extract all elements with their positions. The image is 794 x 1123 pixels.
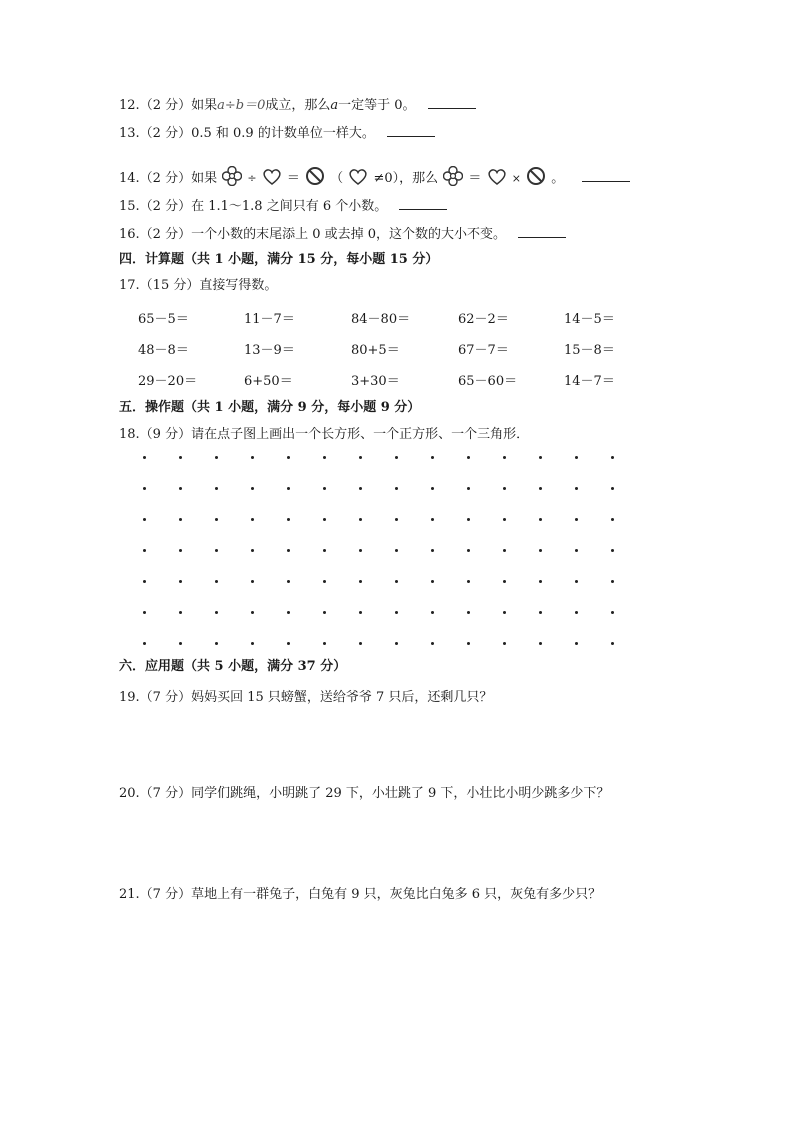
grid-dot: [395, 549, 398, 552]
grid-dot: [287, 487, 290, 490]
grid-dot: [179, 487, 182, 490]
q21-text: 21.（7 分）草地上有一群兔子，白兔有 9 只，灰兔比白兔多 6 只，灰兔有多少只？: [119, 887, 602, 902]
grid-dot: [359, 487, 362, 490]
q14-div: ÷: [247, 172, 257, 185]
q17-text: 17.（15 分）直接写得数。: [119, 278, 278, 293]
prohibited-icon: [305, 166, 325, 186]
grid-dot: [431, 456, 434, 459]
grid-dot: [503, 549, 506, 552]
grid-dot: [251, 580, 254, 583]
grid-dot: [575, 456, 578, 459]
grid-dot: [287, 642, 290, 645]
grid-dot: [143, 549, 146, 552]
q16-text: 16.（2 分）一个小数的末尾添上 0 或去掉 0，这个数的大小不变。: [119, 227, 507, 242]
grid-dot: [431, 611, 434, 614]
grid-dot: [503, 611, 506, 614]
grid-dot: [503, 456, 506, 459]
calc-item: 3+30＝: [351, 374, 400, 389]
heart-icon: [348, 168, 368, 186]
grid-dot: [359, 549, 362, 552]
grid-dot: [539, 518, 542, 521]
grid-dot: [539, 642, 542, 645]
calc-item: 67－7＝: [458, 343, 509, 358]
calc-item: 29－20＝: [138, 374, 198, 389]
section-4-heading: [119, 251, 438, 269]
q14-then: ，那么: [399, 171, 439, 186]
q12-mid: 成立，那么: [265, 98, 331, 113]
grid-dot: [323, 549, 326, 552]
q14-times: ×: [511, 172, 521, 185]
grid-dot: [611, 642, 614, 645]
grid-dot: [323, 580, 326, 583]
q14-cond-open: （: [330, 171, 344, 186]
q12-number: 12.: [119, 98, 140, 113]
calc-item: 62－2＝: [458, 312, 509, 327]
q12-post: 一定等于 0。: [338, 98, 416, 113]
answer-blank[interactable]: [387, 124, 435, 137]
grid-dot: [179, 549, 182, 552]
section-5-heading: [119, 399, 420, 417]
grid-dot: [611, 456, 614, 459]
question-15: [119, 197, 447, 216]
question-17: [119, 277, 277, 295]
calc-item: 14－5＝: [564, 312, 615, 327]
grid-dot: [467, 549, 470, 552]
grid-dot: [575, 487, 578, 490]
calc-row: [138, 370, 658, 388]
grid-dot: [575, 518, 578, 521]
question-14: [119, 166, 630, 188]
q20-text: 20.（7 分）同学们跳绳，小明跳了 29 下，小壮跳了 9 下，小壮比小明少跳多少下？: [119, 786, 610, 801]
grid-dot: [575, 549, 578, 552]
grid-dot: [539, 549, 542, 552]
grid-dot: [215, 642, 218, 645]
q12-pre: 如果: [191, 98, 218, 113]
calc-item: 13－9＝: [244, 343, 295, 358]
grid-dot: [323, 456, 326, 459]
q14-eq: ＝: [286, 171, 300, 186]
grid-dot: [359, 580, 362, 583]
calc-item: 80+5＝: [351, 343, 400, 358]
q15-text: 15.（2 分）在 1.1～1.8 之间只有 6 个小数。: [119, 199, 388, 214]
grid-dot: [431, 518, 434, 521]
grid-dot: [215, 456, 218, 459]
grid-dot: [143, 580, 146, 583]
grid-dot: [251, 456, 254, 459]
grid-dot: [575, 580, 578, 583]
grid-dot: [323, 642, 326, 645]
grid-dot: [143, 456, 146, 459]
grid-dot: [395, 580, 398, 583]
q14-eq2: ＝: [468, 171, 482, 186]
answer-blank[interactable]: [428, 96, 476, 109]
q14-cond-ne: ≠0）: [373, 171, 400, 186]
calc-item: 14－7＝: [564, 374, 615, 389]
heart-icon: [487, 168, 507, 186]
grid-dot: [287, 611, 290, 614]
flower-icon: [443, 166, 463, 186]
grid-dot: [251, 549, 254, 552]
grid-dot: [359, 611, 362, 614]
grid-dot: [467, 642, 470, 645]
grid-dot: [215, 611, 218, 614]
flower-icon: [222, 166, 242, 186]
grid-dot: [179, 518, 182, 521]
grid-dot: [323, 611, 326, 614]
section-6-heading: [119, 658, 346, 676]
grid-dot: [287, 580, 290, 583]
grid-dot: [539, 456, 542, 459]
answer-blank[interactable]: [518, 225, 566, 238]
grid-dot: [179, 642, 182, 645]
section-6-title: 六．应用题（共 5 小题，满分 37 分）: [119, 659, 347, 674]
question-13: [119, 124, 435, 143]
grid-dot: [431, 549, 434, 552]
dot-grid[interactable]: [130, 450, 630, 650]
grid-dot: [323, 518, 326, 521]
grid-dot: [611, 549, 614, 552]
grid-dot: [467, 456, 470, 459]
section-4-title: 四．计算题（共 1 小题，满分 15 分，每小题 15 分）: [119, 252, 439, 267]
q14-end: 。: [551, 171, 565, 186]
grid-dot: [251, 518, 254, 521]
answer-blank[interactable]: [582, 169, 630, 182]
answer-blank[interactable]: [399, 197, 447, 210]
question-19: [119, 689, 492, 707]
grid-dot: [611, 518, 614, 521]
grid-dot: [359, 642, 362, 645]
q12-expression: a÷b＝0: [217, 98, 266, 113]
grid-dot: [215, 487, 218, 490]
grid-dot: [539, 487, 542, 490]
grid-dot: [287, 456, 290, 459]
grid-dot: [251, 642, 254, 645]
grid-dot: [503, 518, 506, 521]
grid-dot: [395, 611, 398, 614]
grid-dot: [503, 487, 506, 490]
grid-dot: [503, 642, 506, 645]
question-21: [119, 886, 601, 904]
grid-dot: [143, 642, 146, 645]
grid-dot: [251, 487, 254, 490]
calc-item: 48－8＝: [138, 343, 189, 358]
grid-dot: [395, 642, 398, 645]
grid-dot: [431, 642, 434, 645]
prohibited-icon: [526, 166, 546, 186]
grid-dot: [251, 611, 254, 614]
calc-row: [138, 308, 658, 326]
question-12: [119, 96, 476, 115]
grid-dot: [539, 611, 542, 614]
grid-dot: [467, 487, 470, 490]
grid-dot: [431, 580, 434, 583]
grid-dot: [143, 518, 146, 521]
grid-dot: [395, 518, 398, 521]
question-18: [119, 426, 529, 444]
grid-dot: [179, 456, 182, 459]
grid-dot: [611, 580, 614, 583]
grid-dot: [179, 580, 182, 583]
q14-pre: 14.（2 分）如果: [119, 171, 218, 186]
grid-dot: [431, 487, 434, 490]
q13-text: 13.（2 分）0.5 和 0.9 的计数单位一样大。: [119, 126, 375, 141]
q18-text: 18.（9 分）请在点子图上画出一个长方形、一个正方形、一个三角形．: [119, 427, 530, 442]
calc-item: 65－5＝: [138, 312, 189, 327]
grid-dot: [611, 487, 614, 490]
grid-dot: [179, 611, 182, 614]
grid-dot: [611, 611, 614, 614]
calc-row: [138, 339, 658, 357]
calc-item: 15－8＝: [564, 343, 615, 358]
heart-icon: [262, 168, 282, 186]
grid-dot: [467, 611, 470, 614]
calc-item: 84－80＝: [351, 312, 411, 327]
grid-dot: [359, 518, 362, 521]
grid-dot: [323, 487, 326, 490]
question-20: [119, 785, 609, 803]
calc-item: 65－60＝: [458, 374, 518, 389]
q12-score: （2 分）: [139, 98, 192, 113]
section-5-title: 五．操作题（共 1 小题，满分 9 分，每小题 9 分）: [119, 400, 421, 415]
grid-dot: [143, 487, 146, 490]
grid-dot: [287, 518, 290, 521]
grid-dot: [539, 580, 542, 583]
grid-dot: [467, 580, 470, 583]
calc-item: 11－7＝: [244, 312, 295, 327]
grid-dot: [575, 642, 578, 645]
grid-dot: [143, 611, 146, 614]
grid-dot: [395, 456, 398, 459]
grid-dot: [395, 487, 398, 490]
grid-dot: [359, 456, 362, 459]
grid-dot: [287, 549, 290, 552]
grid-dot: [215, 580, 218, 583]
q12-variable: a: [330, 98, 339, 113]
q19-text: 19.（7 分）妈妈买回 15 只螃蟹，送给爷爷 7 只后，还剩几只？: [119, 690, 493, 705]
grid-dot: [503, 580, 506, 583]
grid-dot: [215, 549, 218, 552]
grid-dot: [215, 518, 218, 521]
calc-item: 6+50＝: [244, 374, 293, 389]
grid-dot: [467, 518, 470, 521]
grid-dot: [575, 611, 578, 614]
question-16: [119, 225, 566, 244]
